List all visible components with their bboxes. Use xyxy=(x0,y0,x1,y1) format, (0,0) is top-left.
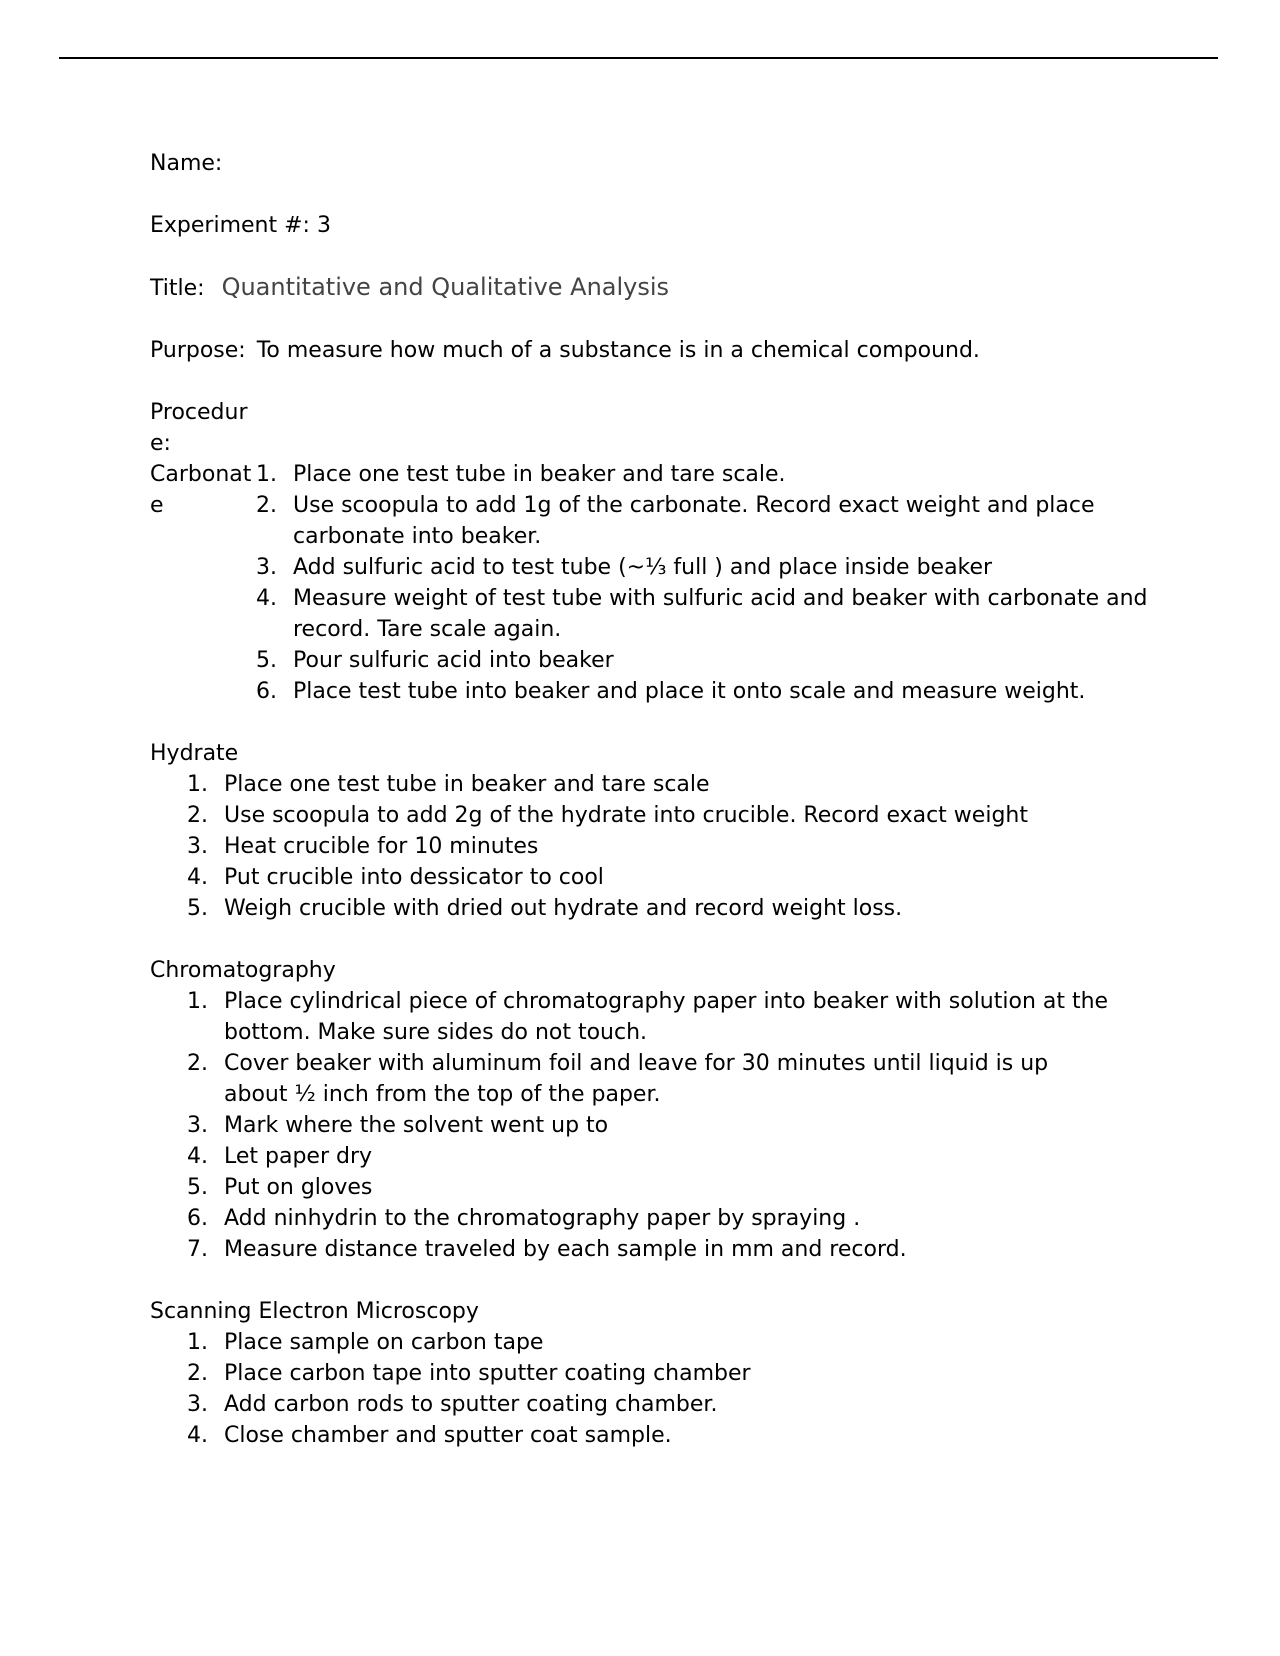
carbonate-step xyxy=(256,490,1150,552)
step-number: 5. xyxy=(256,648,277,673)
step-number: 2. xyxy=(187,1361,208,1386)
step-text: Cover beaker with aluminum foil and leave for 30 minutes until liquid is up about ½ inch from the top of the paper. xyxy=(224,1051,1049,1107)
step-text: Pour sulfuric acid into beaker xyxy=(293,648,614,673)
chromatography-step xyxy=(187,1110,1117,1141)
carbonate-step xyxy=(256,583,1150,645)
step-text: Place carbon tape into sputter coating chamber xyxy=(224,1361,751,1386)
step-text: Add carbon rods to sputter coating chamber. xyxy=(224,1392,718,1417)
hydrate-step xyxy=(187,862,1117,893)
step-number: 3. xyxy=(187,1392,208,1417)
carbonate-step xyxy=(256,552,1150,583)
step-number: 1. xyxy=(187,772,208,797)
step-text: Place cylindrical piece of chromatography paper into beaker with solution at the bottom. Make sure sides do not touch. xyxy=(224,989,1109,1045)
sem-step xyxy=(187,1327,1117,1358)
experiment-field xyxy=(150,210,1150,241)
step-number: 4. xyxy=(187,865,208,890)
step-text: Add ninhydrin to the chromatography paper by spraying . xyxy=(224,1206,861,1231)
step-number: 5. xyxy=(187,896,208,921)
experiment-label: Experiment #: 3 xyxy=(150,213,331,238)
step-text: Mark where the solvent went up to xyxy=(224,1113,609,1138)
step-number: 1. xyxy=(256,462,277,487)
procedure-label-line1: Procedur xyxy=(150,400,248,425)
step-number: 1. xyxy=(187,989,208,1014)
title-field xyxy=(150,272,1150,304)
sem-step xyxy=(187,1420,1117,1451)
chromatography-step xyxy=(187,1234,1117,1265)
step-text: Let paper dry xyxy=(224,1144,373,1169)
procedure-label-line2: e: xyxy=(150,431,171,456)
step-text: Place one test tube in beaker and tare scale. xyxy=(293,462,786,487)
name-label: Name: xyxy=(150,151,223,176)
carbonate-step xyxy=(256,676,1150,707)
carbonate-step xyxy=(256,459,1150,490)
step-number: 5. xyxy=(187,1175,208,1200)
chromatography-step xyxy=(187,1048,1117,1110)
step-text: Put on gloves xyxy=(224,1175,373,1200)
hydrate-step xyxy=(187,800,1117,831)
hydrate-step xyxy=(187,831,1117,862)
step-text: Use scoopula to add 2g of the hydrate into crucible. Record exact weight xyxy=(224,803,1028,828)
sem-step xyxy=(187,1358,1117,1389)
purpose-value: To measure how much of a substance is in a chemical compound. xyxy=(256,338,980,363)
step-number: 3. xyxy=(256,555,277,580)
title-value: Quantitative and Qualitative Analysis xyxy=(221,273,670,301)
chromatography-step xyxy=(187,1172,1117,1203)
hydrate-section xyxy=(150,738,1150,924)
step-number: 7. xyxy=(187,1237,208,1262)
purpose-label: Purpose: xyxy=(150,338,246,363)
name-field xyxy=(150,148,1150,179)
chromatography-section xyxy=(150,955,1150,1265)
procedure-labels xyxy=(150,397,256,521)
step-number: 3. xyxy=(187,834,208,859)
step-number: 4. xyxy=(187,1423,208,1448)
sem-section xyxy=(150,1296,1150,1451)
step-number: 2. xyxy=(187,803,208,828)
carbonate-label-line1: Carbonat xyxy=(150,462,252,487)
sem-heading: Scanning Electron Microscopy xyxy=(150,1299,479,1324)
step-text: Weigh crucible with dried out hydrate and record weight loss. xyxy=(224,896,903,921)
carbonate-steps xyxy=(256,459,1150,707)
step-text: Add sulfuric acid to test tube (~⅓ full ) and place inside beaker xyxy=(293,555,993,580)
step-text: Measure distance traveled by each sample in mm and record. xyxy=(224,1237,907,1262)
hydrate-steps xyxy=(187,769,1117,924)
step-number: 4. xyxy=(256,586,277,611)
step-text: Place sample on carbon tape xyxy=(224,1330,544,1355)
step-text: Measure weight of test tube with sulfuric acid and beaker with carbonate and record. Tare scale again. xyxy=(293,586,1148,642)
step-number: 4. xyxy=(187,1144,208,1169)
hydrate-heading: Hydrate xyxy=(150,741,239,766)
procedure-carbonate-row xyxy=(150,397,1150,707)
hydrate-step xyxy=(187,893,1117,924)
step-text: Place test tube into beaker and place it onto scale and measure weight. xyxy=(293,679,1086,704)
chromatography-steps xyxy=(187,986,1117,1265)
step-number: 2. xyxy=(187,1051,208,1076)
step-number: 1. xyxy=(187,1330,208,1355)
chromatography-heading: Chromatography xyxy=(150,958,336,983)
purpose-field xyxy=(150,335,1150,366)
carbonate-step xyxy=(256,645,1150,676)
step-text: Heat crucible for 10 minutes xyxy=(224,834,539,859)
chromatography-step xyxy=(187,986,1117,1048)
chromatography-step xyxy=(187,1203,1117,1234)
step-number: 2. xyxy=(256,493,277,518)
sem-step xyxy=(187,1389,1117,1420)
step-number: 6. xyxy=(187,1206,208,1231)
sem-steps xyxy=(187,1327,1117,1451)
step-number: 6. xyxy=(256,679,277,704)
step-text: Use scoopula to add 1g of the carbonate. Record exact weight and place carbonate into beaker. xyxy=(293,493,1095,549)
chromatography-step xyxy=(187,1141,1117,1172)
step-text: Close chamber and sputter coat sample. xyxy=(224,1423,672,1448)
top-divider xyxy=(59,57,1218,59)
hydrate-step xyxy=(187,769,1117,800)
step-text: Put crucible into dessicator to cool xyxy=(224,865,604,890)
carbonate-label-line2: e xyxy=(150,493,164,518)
document-body xyxy=(150,148,1150,1451)
title-label: Title: xyxy=(150,276,205,301)
step-number: 3. xyxy=(187,1113,208,1138)
step-text: Place one test tube in beaker and tare scale xyxy=(224,772,710,797)
